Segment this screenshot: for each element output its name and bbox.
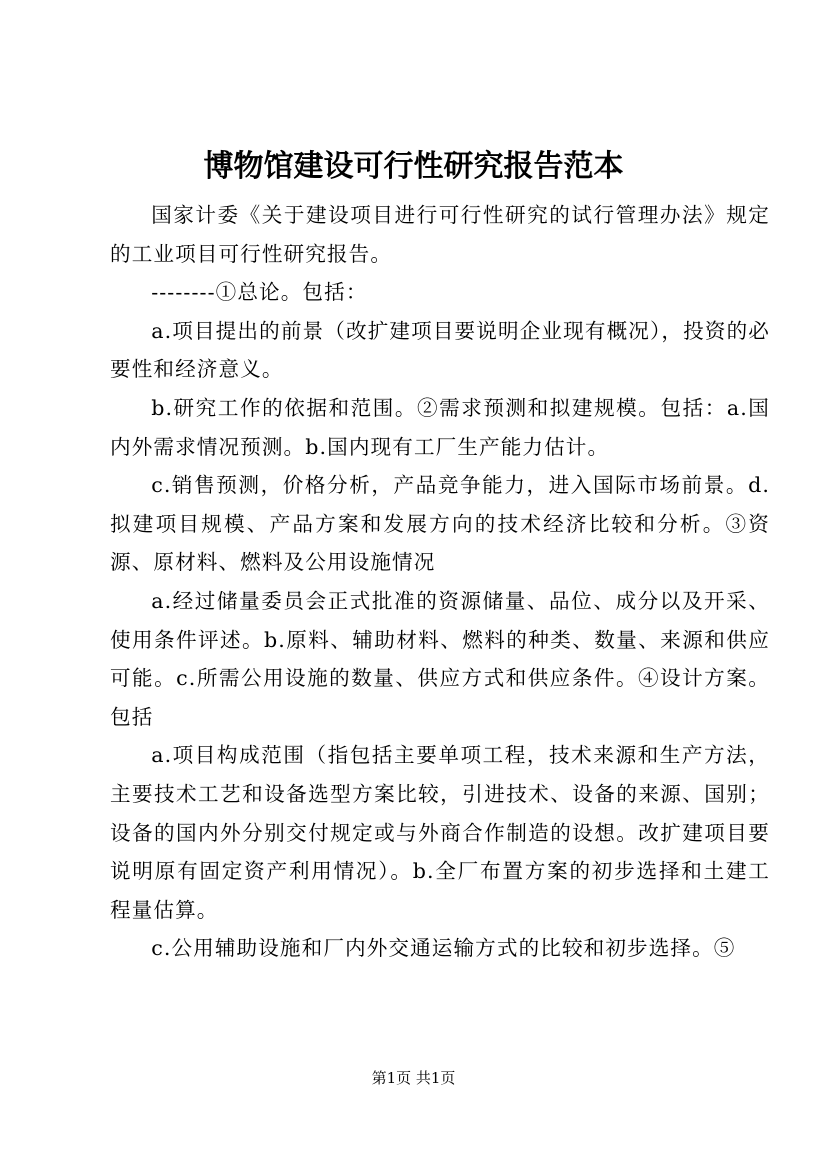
paragraph-6: a.经过储量委员会正式批准的资源储量、品位、成分以及开采、使用条件评述。b.原料、辅助材料、燃料的种类、数量、来源和供应可能。c.所需公用设施的数量、供应方式和供应条件。④设计方案。包括 xyxy=(110,588,770,729)
page-footer: 第1页 共1页 xyxy=(371,1069,456,1087)
paragraph-5: c.销售预测，价格分析，产品竞争能力，进入国际市场前景。d.拟建项目规模、产品方案和发展方向的技术经济比较和分析。③资源、原材料、燃料及公用设施情况 xyxy=(110,473,770,575)
paragraph-1: 国家计委《关于建设项目进行可行性研究的试行管理办法》规定的工业项目可行性研究报告。 xyxy=(110,203,770,266)
paragraph-2: --------①总论。包括： xyxy=(151,280,368,305)
document-title: 博物馆建设可行性研究报告范本 xyxy=(203,149,624,184)
document-body xyxy=(110,196,770,968)
paragraph-8: c.公用辅助设施和厂内外交通运输方式的比较和初步选择。⑤ xyxy=(151,936,736,961)
paragraph-3: a.项目提出的前景（改扩建项目要说明企业现有概况），投资的必要性和经济意义。 xyxy=(110,318,770,382)
paragraph-7: a.项目构成范围（指包括主要单项工程，技术来源和生产方法，主要技术工艺和设备选型方案比较，引进技术、设备的来源、国别；设备的国内外分别交付规定或与外商合作制造的设想。改扩建项目要说明原有固定资产利用情况）。b.全厂布置方案的初步选择和土建工程量估算。 xyxy=(110,743,770,922)
paragraph-4: b.研究工作的依据和范围。②需求预测和拟建规模。包括：a.国内外需求情况预测。b.国内现有工厂生产能力估计。 xyxy=(110,395,770,459)
